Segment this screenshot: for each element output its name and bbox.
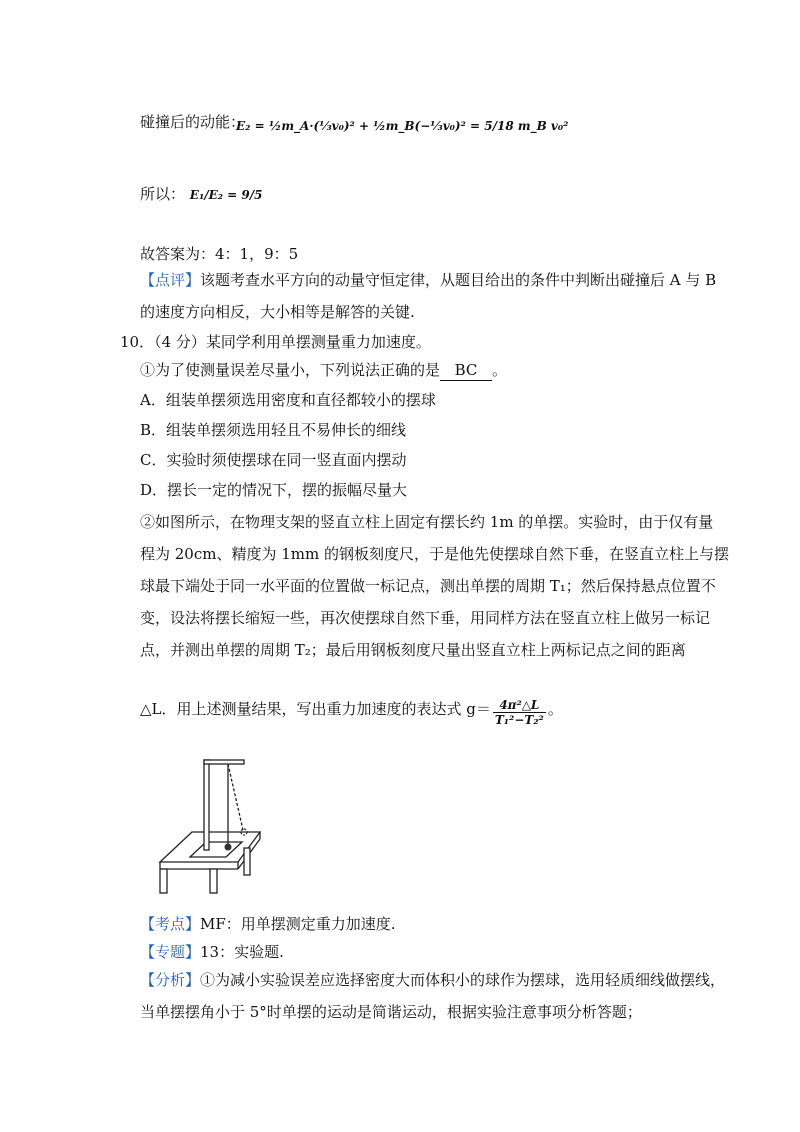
table-leg-back-right [244,848,250,875]
ratio-label: 所以： [140,185,186,203]
part2-last-suffix: 。 [547,700,563,718]
part2-line-2: 程为 20cm、精度为 1mm 的钢板刻度尺，于是他先使摆球自然下垂，在竖直立柱上与摆 [140,545,730,563]
option-d: D．摆长一定的情况下，摆的振幅尽量大 [140,481,408,499]
review-line-1 [140,270,716,290]
g-expression [493,698,546,727]
kaodian-tag: 【考点】 [140,915,201,933]
zhuanti-text: 13：实验题. [200,943,284,961]
g-denominator: T₁²−T₂² [494,713,544,727]
fenxi-text-1: ①为减小实验误差应选择密度大而体积小的球作为摆球，选用轻质细线做摆线， [200,971,726,989]
energy-line [140,112,245,132]
ratio-formula: E₁/E₂ = 9/5 [189,188,263,202]
energy-formula: E₂ = ½m_A·(⅓v₀)² + ½m_B(−⅓v₀)² = 5/18 m_B v₀² [236,119,569,133]
fenxi-line-2: 当单摆摆角小于 5°时单摆的运动是简谐运动，根据实验注意事项分析答题； [140,1003,642,1021]
swing-dashed-string [228,764,243,830]
table-leg-front-left [160,869,167,893]
option-a: A．组装单摆须选用密度和直径都较小的摆球 [140,391,436,409]
option-b: B．组装单摆须选用轻且不易伸长的细线 [140,421,407,439]
part2-line-1: ②如图所示，在物理支架的竖直立柱上固定有摆长约 1m 的单摆。实验时，由于仅有量 [140,513,714,531]
fenxi-line-1 [140,970,725,990]
part2-last-line [140,698,563,727]
part1-suffix: 。 [492,361,508,379]
part2-last-prefix: △L．用上述测量结果，写出重力加速度的表达式 g＝ [140,700,491,718]
zhuanti-tag: 【专题】 [140,943,201,961]
vertical-post [204,760,209,850]
part1-prefix: ①为了使测量误差尽量小，下列说法正确的是 [140,361,441,379]
fenxi-tag: 【分析】 [140,971,201,989]
part2-line-4: 变，设法将摆长缩短一些，再次使摆球自然下垂，用同样方法在竖直立柱上做另一标记 [140,609,711,627]
part2-line-5: 点，并测出单摆的周期 T₂；最后用钢板刻度尺量出竖直立柱上两标记点之间的距离 [140,641,686,659]
q10-heading: 10．（4 分）某同学利用单摆测量重力加速度。 [120,333,431,351]
g-numerator: 4π²△L [493,698,546,713]
review-line-2: 的速度方向相反，大小相等是解答的关键. [140,303,415,321]
option-c: C．实验时须使摆球在同一竖直面内摆动 [140,451,407,469]
kaodian-line [140,914,396,934]
review-tag: 【点评】 [140,271,201,289]
ratio-line [140,184,262,205]
answer-line: 故答案为：4：1，9：5 [140,245,299,263]
pendulum-apparatus-figure [140,752,270,898]
review-text-1: 该题考查水平方向的动量守恒定律，从题目给出的条件中判断出碰撞后 A 与 B [200,271,717,289]
part2-line-3: 球最下端处于同一水平面的位置做一标记点，测出单摆的周期 T₁；然后保持悬点位置不 [140,577,716,595]
part1-answer: BC [440,360,492,381]
q10-part1 [140,360,507,381]
zhuanti-line [140,942,284,962]
energy-label: 碰撞后的动能： [140,113,246,131]
pendulum-ball [225,844,232,851]
kaodian-text: MF：用单摆测定重力加速度. [200,915,396,933]
table-leg-front-right [210,869,217,893]
top-arm [204,760,244,764]
